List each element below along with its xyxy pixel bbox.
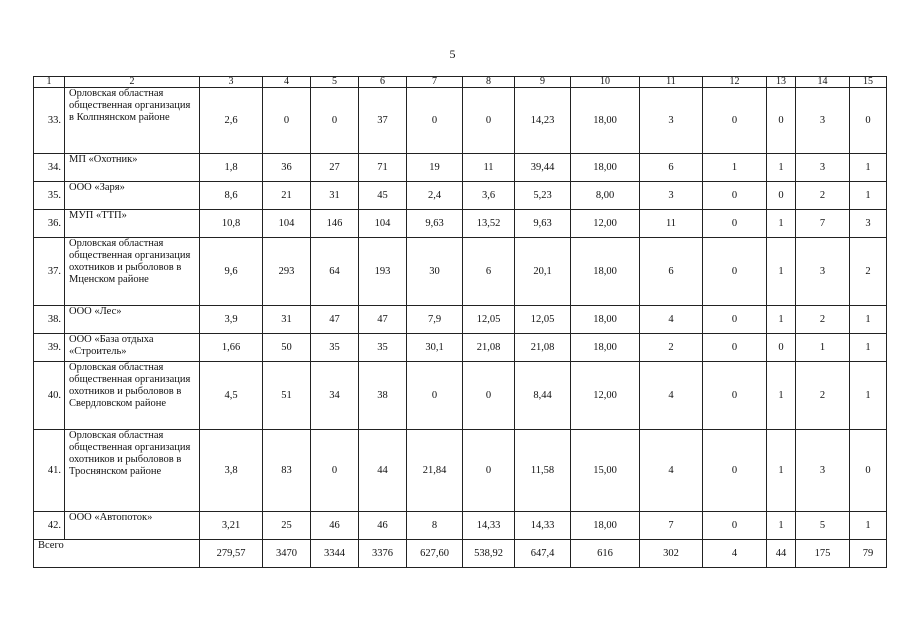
table-cell: 0 [263, 88, 311, 154]
table-row [34, 334, 887, 362]
table-cell: 9,63 [515, 210, 571, 238]
table-cell: 4 [640, 362, 703, 430]
table-cell: 1 [850, 154, 887, 182]
table-cell: 0 [463, 88, 515, 154]
table-cell: 3 [796, 238, 850, 306]
total-cell: 627,60 [407, 540, 463, 568]
row-number: 33. [34, 88, 65, 154]
table-cell: 31 [263, 306, 311, 334]
column-number: 14 [796, 77, 850, 88]
table-cell: 104 [359, 210, 407, 238]
total-cell: 79 [850, 540, 887, 568]
table-cell: 27 [311, 154, 359, 182]
total-cell: 44 [767, 540, 796, 568]
table-cell: 18,00 [571, 154, 640, 182]
table-cell: 14,33 [463, 512, 515, 540]
table-cell: 104 [263, 210, 311, 238]
table-cell: 2,4 [407, 182, 463, 210]
column-number: 6 [359, 77, 407, 88]
organization-name: Орловская областная общественная организация охотников и рыболовов в Троснянском районе [65, 430, 200, 512]
table-cell: 25 [263, 512, 311, 540]
table-cell: 146 [311, 210, 359, 238]
column-number: 2 [65, 77, 200, 88]
table-row [34, 238, 887, 306]
table-cell: 0 [767, 334, 796, 362]
column-number: 10 [571, 77, 640, 88]
table-cell: 2 [850, 238, 887, 306]
table-cell: 46 [311, 512, 359, 540]
table-cell: 18,00 [571, 88, 640, 154]
table-cell: 8,00 [571, 182, 640, 210]
table-cell: 5,23 [515, 182, 571, 210]
table-cell: 5 [796, 512, 850, 540]
table-cell: 8 [407, 512, 463, 540]
table-cell: 0 [703, 334, 767, 362]
table-cell: 0 [703, 182, 767, 210]
row-number: 35. [34, 182, 65, 210]
table-cell: 0 [703, 512, 767, 540]
table-cell: 1 [796, 334, 850, 362]
table-cell: 1 [767, 362, 796, 430]
table-cell: 6 [640, 154, 703, 182]
table-cell: 12,05 [463, 306, 515, 334]
table-cell: 3,6 [463, 182, 515, 210]
table-cell: 3 [796, 154, 850, 182]
table-cell: 47 [359, 306, 407, 334]
table-cell: 0 [703, 362, 767, 430]
row-number: 34. [34, 154, 65, 182]
table-cell: 1,66 [200, 334, 263, 362]
table-cell: 20,1 [515, 238, 571, 306]
table-cell: 1 [850, 334, 887, 362]
table-cell: 1,8 [200, 154, 263, 182]
total-cell: 4 [703, 540, 767, 568]
table-cell: 2 [796, 362, 850, 430]
table-cell: 4,5 [200, 362, 263, 430]
table-cell: 3,8 [200, 430, 263, 512]
table-cell: 50 [263, 334, 311, 362]
table-cell: 31 [311, 182, 359, 210]
table-cell: 11 [640, 210, 703, 238]
total-cell: 647,4 [515, 540, 571, 568]
column-number: 4 [263, 77, 311, 88]
table-cell: 4 [640, 430, 703, 512]
column-number: 3 [200, 77, 263, 88]
table-cell: 9,63 [407, 210, 463, 238]
table-row [34, 182, 887, 210]
column-number: 1 [34, 77, 65, 88]
table-cell: 21,08 [463, 334, 515, 362]
column-number: 15 [850, 77, 887, 88]
organization-name: МУП «ТТП» [65, 210, 200, 238]
table-cell: 0 [311, 430, 359, 512]
table-cell: 19 [407, 154, 463, 182]
organization-name: ООО «База отдыха «Строитель» [65, 334, 200, 362]
table-cell: 7,9 [407, 306, 463, 334]
column-number: 12 [703, 77, 767, 88]
table-cell: 1 [767, 154, 796, 182]
table-cell: 0 [703, 306, 767, 334]
column-number-row [34, 77, 887, 88]
table-cell: 8,6 [200, 182, 263, 210]
table-row [34, 306, 887, 334]
table-cell: 3 [850, 210, 887, 238]
table-cell: 0 [850, 430, 887, 512]
table-cell: 0 [767, 182, 796, 210]
table-cell: 0 [463, 362, 515, 430]
table-cell: 30,1 [407, 334, 463, 362]
row-number: 41. [34, 430, 65, 512]
table-cell: 34 [311, 362, 359, 430]
row-number: 42. [34, 512, 65, 540]
table-cell: 1 [767, 306, 796, 334]
table-cell: 18,00 [571, 238, 640, 306]
table-cell: 1 [850, 362, 887, 430]
table-cell: 35 [359, 334, 407, 362]
table-cell: 3 [796, 88, 850, 154]
table-cell: 0 [463, 430, 515, 512]
table-cell: 1 [767, 238, 796, 306]
table-cell: 0 [311, 88, 359, 154]
table-cell: 7 [640, 512, 703, 540]
table-cell: 0 [767, 88, 796, 154]
total-cell: 538,92 [463, 540, 515, 568]
table-cell: 3 [796, 430, 850, 512]
total-cell: 175 [796, 540, 850, 568]
total-cell: 616 [571, 540, 640, 568]
organization-name: ООО «Заря» [65, 182, 200, 210]
row-number: 40. [34, 362, 65, 430]
table-cell: 0 [703, 238, 767, 306]
table-cell: 35 [311, 334, 359, 362]
table-cell: 51 [263, 362, 311, 430]
table-cell: 37 [359, 88, 407, 154]
table-cell: 6 [640, 238, 703, 306]
table-row [34, 512, 887, 540]
total-cell: 279,57 [200, 540, 263, 568]
table-cell: 0 [703, 430, 767, 512]
table-cell: 3 [640, 182, 703, 210]
table-cell: 3,9 [200, 306, 263, 334]
table-cell: 71 [359, 154, 407, 182]
table-cell: 11 [463, 154, 515, 182]
table-cell: 12,00 [571, 210, 640, 238]
table-cell: 14,33 [515, 512, 571, 540]
total-cell: 3344 [311, 540, 359, 568]
table-row [34, 362, 887, 430]
total-cell: 3376 [359, 540, 407, 568]
organization-name: Орловская областная общественная организация охотников и рыболовов в Мценском районе [65, 238, 200, 306]
table-cell: 2 [796, 182, 850, 210]
column-number: 9 [515, 77, 571, 88]
total-cell: 302 [640, 540, 703, 568]
table-cell: 12,05 [515, 306, 571, 334]
organization-name: Орловская областная общественная организация в Колпнянском районе [65, 88, 200, 154]
table-cell: 8,44 [515, 362, 571, 430]
table-cell: 0 [850, 88, 887, 154]
table-cell: 10,8 [200, 210, 263, 238]
report-table [33, 76, 887, 568]
total-row [34, 540, 887, 568]
table-cell: 18,00 [571, 512, 640, 540]
organization-name: ООО «Лес» [65, 306, 200, 334]
table-cell: 11,58 [515, 430, 571, 512]
table-cell: 21,08 [515, 334, 571, 362]
column-number: 8 [463, 77, 515, 88]
table-cell: 38 [359, 362, 407, 430]
column-number: 13 [767, 77, 796, 88]
table-cell: 45 [359, 182, 407, 210]
table-cell: 0 [703, 88, 767, 154]
table-cell: 3 [640, 88, 703, 154]
table-cell: 83 [263, 430, 311, 512]
table-cell: 1 [850, 182, 887, 210]
organization-name: Орловская областная общественная организация охотников и рыболовов в Свердловском районе [65, 362, 200, 430]
table-row [34, 430, 887, 512]
table-cell: 6 [463, 238, 515, 306]
total-label: Всего [34, 540, 200, 568]
page-number: 5 [449, 47, 456, 61]
organization-name: ООО «Автопоток» [65, 512, 200, 540]
table-cell: 39,44 [515, 154, 571, 182]
column-number: 5 [311, 77, 359, 88]
table-cell: 14,23 [515, 88, 571, 154]
table-cell: 1 [767, 512, 796, 540]
table-cell: 47 [311, 306, 359, 334]
row-number: 37. [34, 238, 65, 306]
table-cell: 0 [407, 88, 463, 154]
table-cell: 2 [640, 334, 703, 362]
column-number: 7 [407, 77, 463, 88]
table-cell: 21,84 [407, 430, 463, 512]
table-cell: 9,6 [200, 238, 263, 306]
table-row [34, 88, 887, 154]
total-cell: 3470 [263, 540, 311, 568]
table-cell: 1 [850, 306, 887, 334]
table-cell: 13,52 [463, 210, 515, 238]
row-number: 38. [34, 306, 65, 334]
table-cell: 21 [263, 182, 311, 210]
table-row [34, 210, 887, 238]
table-cell: 30 [407, 238, 463, 306]
table-cell: 15,00 [571, 430, 640, 512]
table-cell: 293 [263, 238, 311, 306]
table-cell: 64 [311, 238, 359, 306]
table-cell: 1 [767, 210, 796, 238]
organization-name: МП «Охотник» [65, 154, 200, 182]
table-cell: 0 [703, 210, 767, 238]
table-cell: 12,00 [571, 362, 640, 430]
table-cell: 1 [703, 154, 767, 182]
table-row [34, 154, 887, 182]
table-cell: 0 [407, 362, 463, 430]
row-number: 39. [34, 334, 65, 362]
column-number: 11 [640, 77, 703, 88]
table-cell: 4 [640, 306, 703, 334]
table-cell: 1 [767, 430, 796, 512]
table-cell: 46 [359, 512, 407, 540]
table-cell: 2 [796, 306, 850, 334]
table-cell: 3,21 [200, 512, 263, 540]
table-cell: 18,00 [571, 334, 640, 362]
table-cell: 18,00 [571, 306, 640, 334]
table-cell: 7 [796, 210, 850, 238]
table-cell: 1 [850, 512, 887, 540]
table-cell: 2,6 [200, 88, 263, 154]
table-cell: 44 [359, 430, 407, 512]
table-cell: 193 [359, 238, 407, 306]
row-number: 36. [34, 210, 65, 238]
table-cell: 36 [263, 154, 311, 182]
